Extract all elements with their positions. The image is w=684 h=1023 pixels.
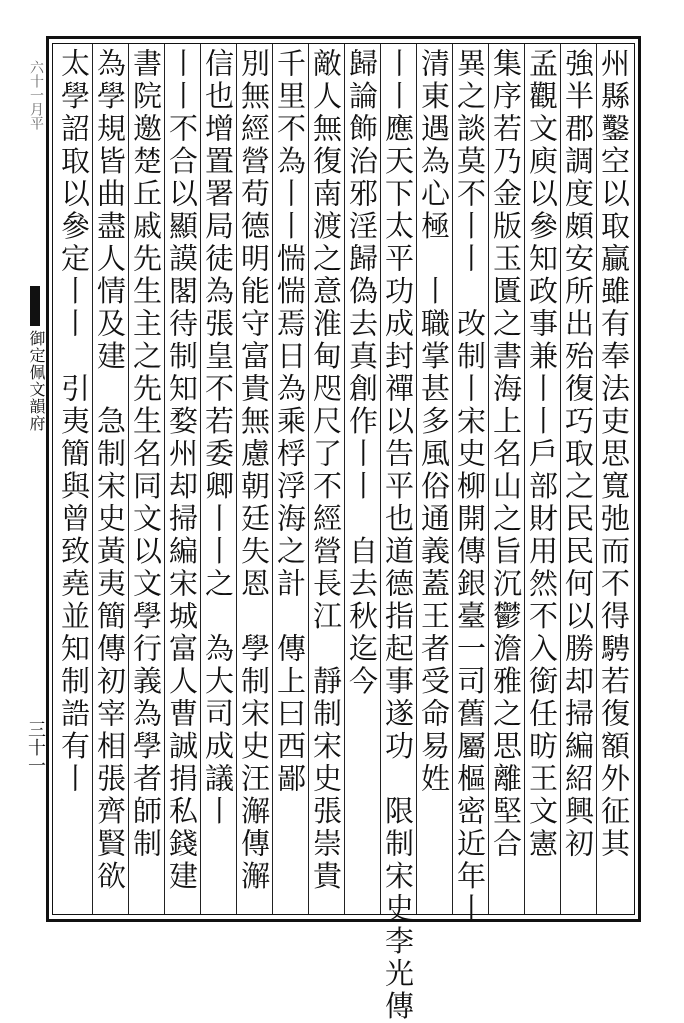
book-title: 御定佩文韻府	[27, 330, 46, 432]
column-rule	[560, 44, 561, 914]
column-rule	[380, 44, 381, 914]
page-number: 三十一	[25, 720, 46, 774]
text-column: 太學詔取以參定丨丨 引夷簡與曾致堯並知制誥有丨	[57, 48, 91, 796]
text-column: 書院邀楚丘戚先生主之先生名同文以文學行義為學者師制	[129, 48, 163, 861]
text-column: 敵人無復南渡之意淮甸咫尺了不經營長江 靜制宋史張崇貴	[309, 48, 343, 893]
text-column: 千里不為丨丨惴惴焉日為乘桴浮海之計 傳上曰西鄙	[273, 48, 307, 796]
text-column: 歸論飾治邪淫歸偽去真創作丨丨 自去秋迄今	[345, 48, 379, 698]
column-rule	[128, 44, 129, 914]
column-rule	[92, 44, 93, 914]
text-column: 丨丨應天下太平功成封禪以告平也道德指起事遂功 限制宋史李光傳	[381, 48, 415, 1023]
column-rule	[308, 44, 309, 914]
column-rule	[452, 44, 453, 914]
text-column: 信也增置署局徒為張皇不若委卿丨丨之 為大司成議丨	[201, 48, 235, 828]
text-column: 為學規皆曲盡人情及建 急制宋史黃夷簡傳初宰相張齊賢欲	[93, 48, 127, 893]
text-column: 孟觀文庾以參知政事兼丨丨戶部財用然不入銜任昉王文憲	[525, 48, 559, 861]
text-column: 強半郡調度頗安所出殆復巧取之民民何以勝却掃編紹興初	[561, 48, 595, 861]
column-rule	[164, 44, 165, 914]
column-rule	[200, 44, 201, 914]
column-rule	[416, 44, 417, 914]
edge-fragment: 六十一月平	[28, 60, 44, 130]
text-column: 別無經營苟德明能守富貴無慮朝廷失恩 學制宋史汪澥傳澥	[237, 48, 271, 893]
text-column: 集序若乃金版玉匱之書海上名山之旨沉鬱澹雅之思離堅合	[489, 48, 523, 861]
column-rule	[488, 44, 489, 914]
column-rule	[524, 44, 525, 914]
fish-tail-mark	[30, 286, 40, 326]
column-rule	[596, 44, 597, 914]
column-rule	[272, 44, 273, 914]
text-column: 清東遇為心極 丨職掌甚多風俗通義蓋王者受命易姓	[417, 48, 451, 796]
column-rule	[236, 44, 237, 914]
column-rule	[344, 44, 345, 914]
text-column: 異之談莫不丨丨 改制丨宋史柳開傳銀臺一司舊屬樞密近年丨	[453, 48, 487, 926]
text-column: 丨丨不合以顯謨閣待制知婺州却掃編宋城富人曹誠捐私錢建	[165, 48, 199, 893]
text-column: 州縣鑿空以取贏雖有奉法吏思寬弛而不得騁若復額外征其	[597, 48, 631, 861]
